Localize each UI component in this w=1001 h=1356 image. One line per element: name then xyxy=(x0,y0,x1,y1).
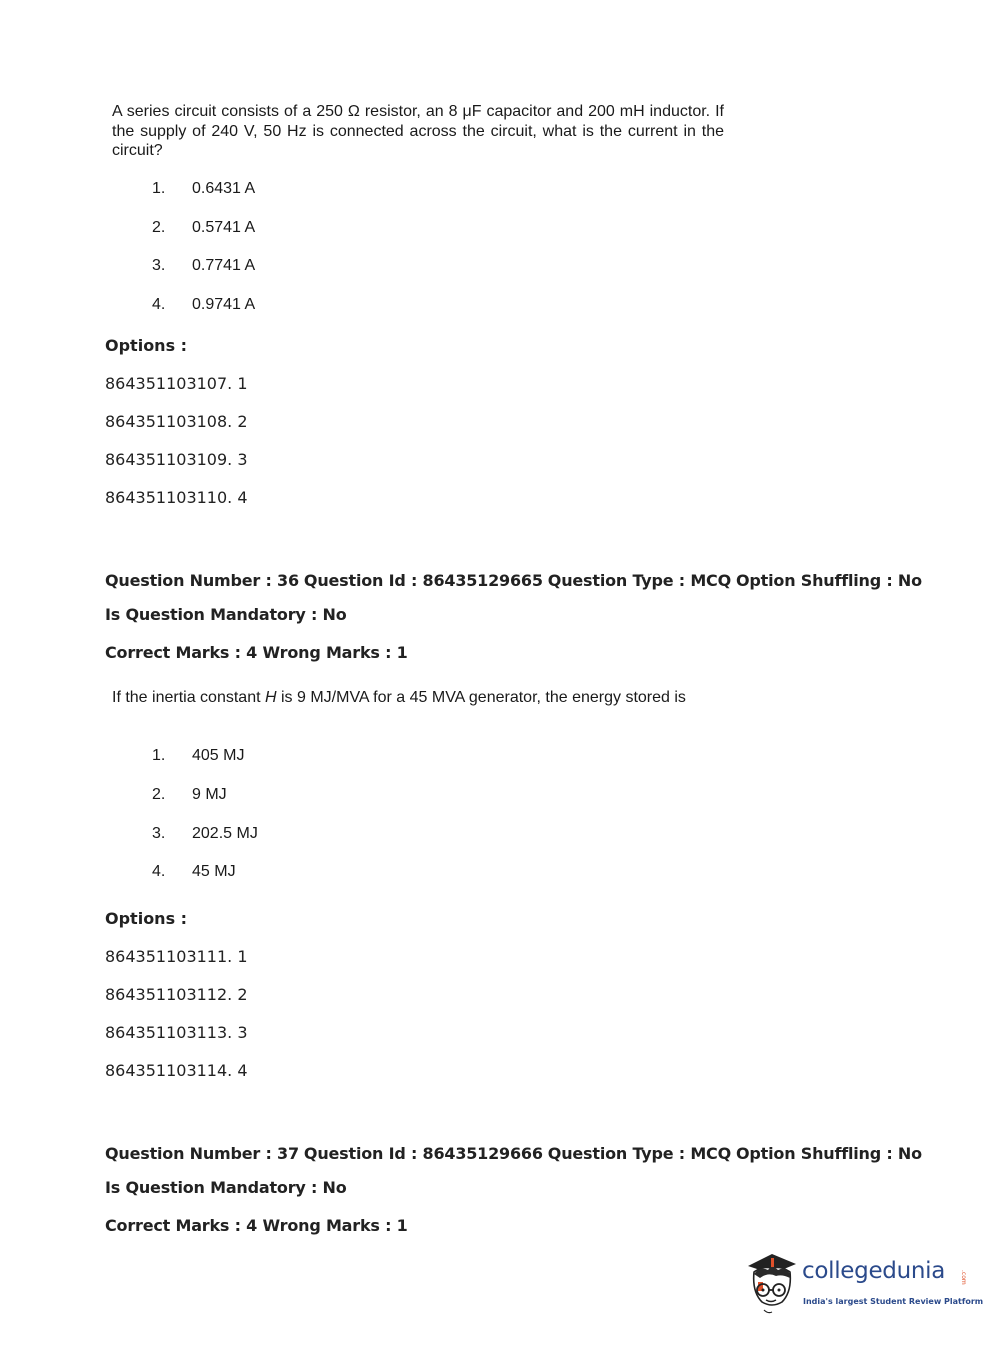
option-id-line: 864351103110. 4 xyxy=(105,488,248,507)
choice-number: 1. xyxy=(152,180,166,197)
option-id-line: 864351103107. 1 xyxy=(105,374,248,393)
question-marks: Correct Marks : 4 Wrong Marks : 1 xyxy=(105,643,408,662)
choice-number: 2. xyxy=(152,786,166,803)
choice-text: 0.7741 A xyxy=(192,257,256,274)
question-text-part: If the inertia constant xyxy=(112,689,265,706)
choice-text: 0.9741 A xyxy=(192,296,256,313)
option-id-line: 864351103113. 3 xyxy=(105,1023,248,1042)
question-number: Question Number : 37 xyxy=(105,1144,299,1163)
choice-text: 9 MJ xyxy=(192,786,227,803)
option-id-line: 864351103111. 1 xyxy=(105,947,248,966)
choice-2 xyxy=(152,786,227,804)
choice-3 xyxy=(152,257,255,275)
options-heading: Options : xyxy=(105,336,188,355)
option-shuffling: Option Shuffling : No xyxy=(736,571,922,590)
question-type: Question Type : MCQ xyxy=(547,1144,732,1163)
logo-wordmark: collegedunia xyxy=(802,1258,946,1284)
question-36-text xyxy=(112,688,724,708)
question-mandatory: Is Question Mandatory : No xyxy=(105,605,347,624)
choice-4 xyxy=(152,296,255,314)
question-id: Question Id : 86435129666 xyxy=(303,1144,543,1163)
choice-number: 3. xyxy=(152,825,166,842)
logo-dotcom: .com xyxy=(960,1270,967,1285)
choice-number: 2. xyxy=(152,219,166,236)
option-id-line: 864351103114. 4 xyxy=(105,1061,248,1080)
question-text-part: is 9 MJ/MVA for a 45 MVA generator, the energy stored is xyxy=(276,689,686,706)
choice-2 xyxy=(152,219,255,237)
option-id-line: 864351103109. 3 xyxy=(105,450,248,469)
choice-number: 3. xyxy=(152,257,166,274)
question-36-header xyxy=(105,571,927,590)
choice-text: 45 MJ xyxy=(192,863,236,880)
question-35-text: A series circuit consists of a 250 Ω resistor, an 8 μF capacitor and 200 mH inductor. If the supply of 240 V, 50 Hz is connected across the circuit, what is the current in the circuit? xyxy=(112,103,724,159)
question-mandatory: Is Question Mandatory : No xyxy=(105,1178,347,1197)
option-shuffling: Option Shuffling : No xyxy=(736,1144,922,1163)
question-37-header xyxy=(105,1144,927,1163)
question-marks: Correct Marks : 4 Wrong Marks : 1 xyxy=(105,1216,408,1235)
choice-text: 0.5741 A xyxy=(192,219,256,236)
choice-1 xyxy=(152,747,244,765)
question-type: Question Type : MCQ xyxy=(547,571,732,590)
choice-text: 0.6431 A xyxy=(192,180,256,197)
mascot-icon xyxy=(742,1248,802,1318)
choice-number: 1. xyxy=(152,747,166,764)
collegedunia-logo xyxy=(742,1248,982,1318)
choice-1 xyxy=(152,180,255,198)
choice-number: 4. xyxy=(152,296,166,313)
question-number: Question Number : 36 xyxy=(105,571,299,590)
question-id: Question Id : 86435129665 xyxy=(303,571,543,590)
logo-tagline: India's largest Student Review Platform xyxy=(803,1297,984,1306)
choice-number: 4. xyxy=(152,863,166,880)
option-id-line: 864351103112. 2 xyxy=(105,985,248,1004)
variable-h: H xyxy=(264,689,277,706)
options-heading: Options : xyxy=(105,909,188,928)
choice-3 xyxy=(152,825,258,843)
choice-4 xyxy=(152,863,236,881)
option-id-line: 864351103108. 2 xyxy=(105,412,248,431)
choice-text: 405 MJ xyxy=(192,747,245,764)
choice-text: 202.5 MJ xyxy=(192,825,258,842)
